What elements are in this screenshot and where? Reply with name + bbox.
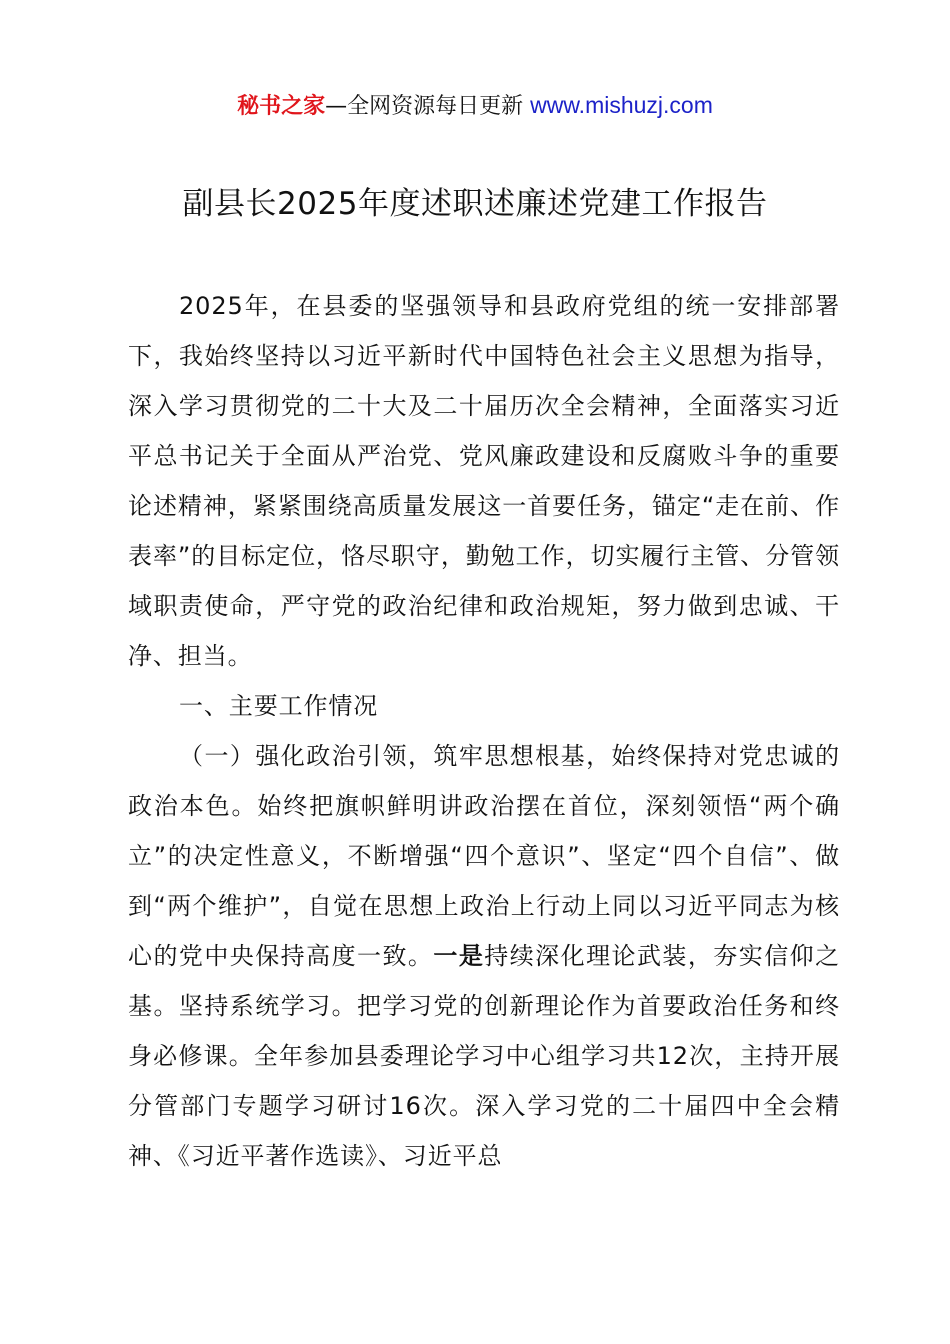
section-heading: 一、主要工作情况 xyxy=(179,692,379,720)
section-paragraph xyxy=(128,731,840,1181)
bold-marker: 一是 xyxy=(433,942,485,970)
header-url-link[interactable]: www.mishuzj.com xyxy=(530,92,713,118)
document-title: 副县长2025年度述职述廉述党建工作报告 xyxy=(182,186,768,222)
intro-paragraph: 2025年，在县委的坚强领导和县政府党组的统一安排部署下，我始终坚持以习近平新时代中国特色社会主义思想为指导，深入学习贯彻党的二十大及二十届历次全会精神，全面落实习近平总书记关于全面从严治党、党风廉政建设和反腐败斗争的重要论述精神，紧紧围绕高质量发展这一首要任务，锚定“走在前、作表率”的目标定位，恪尽职守，勤勉工作，切实履行主管、分管领域职责使命，严守党的政治纪律和政治规矩，努力做到忠诚、干净、担当。 xyxy=(128,292,840,670)
document-body xyxy=(128,281,840,1181)
page-header xyxy=(0,88,950,124)
header-tagline: —全网资源每日更新 xyxy=(325,94,524,119)
paragraph-text-part1: （一）强化政治引领，筑牢思想根基，始终保持对党忠诚的政治本色。始终把旗帜鲜明讲政治摆在首位，深刻领悟“两个确立”的决定性意义，不断增强“四个意识”、坚定“四个自信”、做到“两个维护”，自觉在思想上政治上行动上同以习近平同志为核心的党中央保持高度一致。 xyxy=(128,742,840,970)
paragraph-text-part2: 持续深化理论武装，夯实信仰之基。坚持系统学习。把学习党的创新理论作为首要政治任务和终身必修课。全年参加县委理论学习中心组学习共12次，主持开展分管部门专题学习研讨16次。深入学习党的二十届四中全会精神、《习近平著作选读》、习近平总 xyxy=(128,942,840,1170)
header-brand: 秘书之家 xyxy=(237,94,326,119)
